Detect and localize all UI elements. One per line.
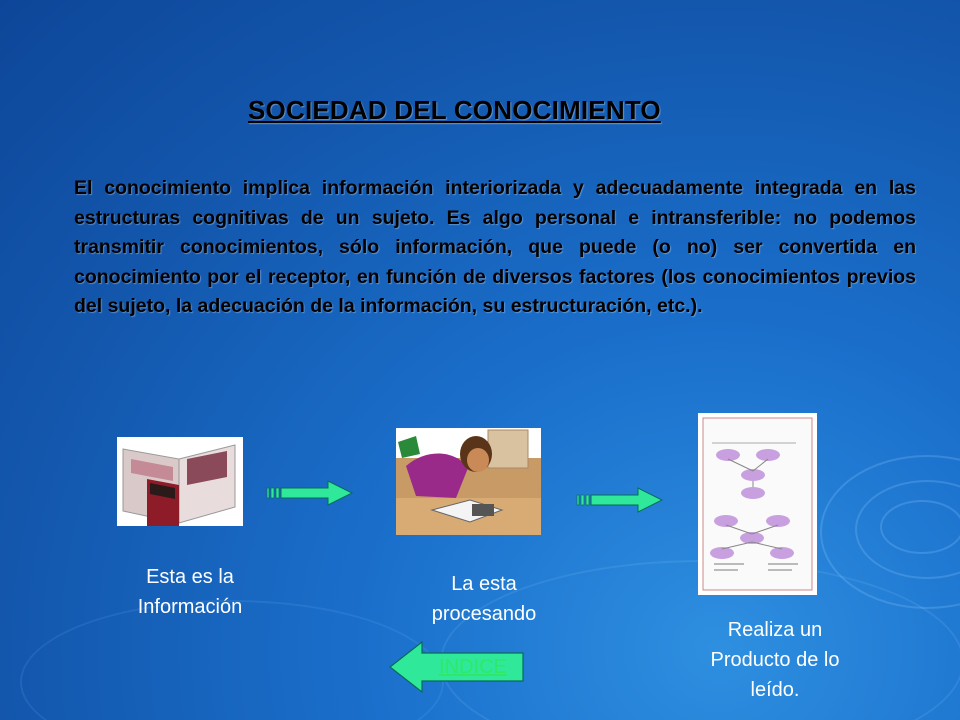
book-image bbox=[117, 437, 243, 526]
caption-line: procesando bbox=[431, 603, 537, 625]
caption-information bbox=[110, 562, 270, 622]
concept-map-image bbox=[698, 413, 817, 595]
caption-line: Esta es la bbox=[146, 566, 234, 588]
caption-line: La esta bbox=[451, 573, 517, 595]
caption-product bbox=[680, 615, 870, 705]
girl-reading-image bbox=[396, 428, 541, 535]
indice-link[interactable]: INDICE bbox=[439, 656, 507, 678]
right-arrow-icon bbox=[576, 487, 666, 513]
caption-line: Información bbox=[137, 596, 243, 618]
caption-line: Producto de lo bbox=[710, 649, 840, 671]
slide-title: SOCIEDAD DEL CONOCIMIENTO bbox=[248, 95, 661, 125]
caption-processing bbox=[404, 569, 564, 629]
slide-paragraph: El conocimiento implica información interiorizada y adecuadamente integrada en las estructuras cognitivas de un sujeto. Es algo personal e intransferible: no podemos transmitir conocimientos, sólo información, que puede (o no) ser convertida en conocimiento por el receptor, en función de diversos factores (los conocimientos previos del sujeto, la adecuación de la información, su estructuración, etc.). bbox=[74, 177, 916, 317]
caption-line: Realiza un bbox=[727, 619, 823, 641]
caption-line: leído. bbox=[750, 679, 800, 701]
right-arrow-icon bbox=[266, 480, 356, 506]
